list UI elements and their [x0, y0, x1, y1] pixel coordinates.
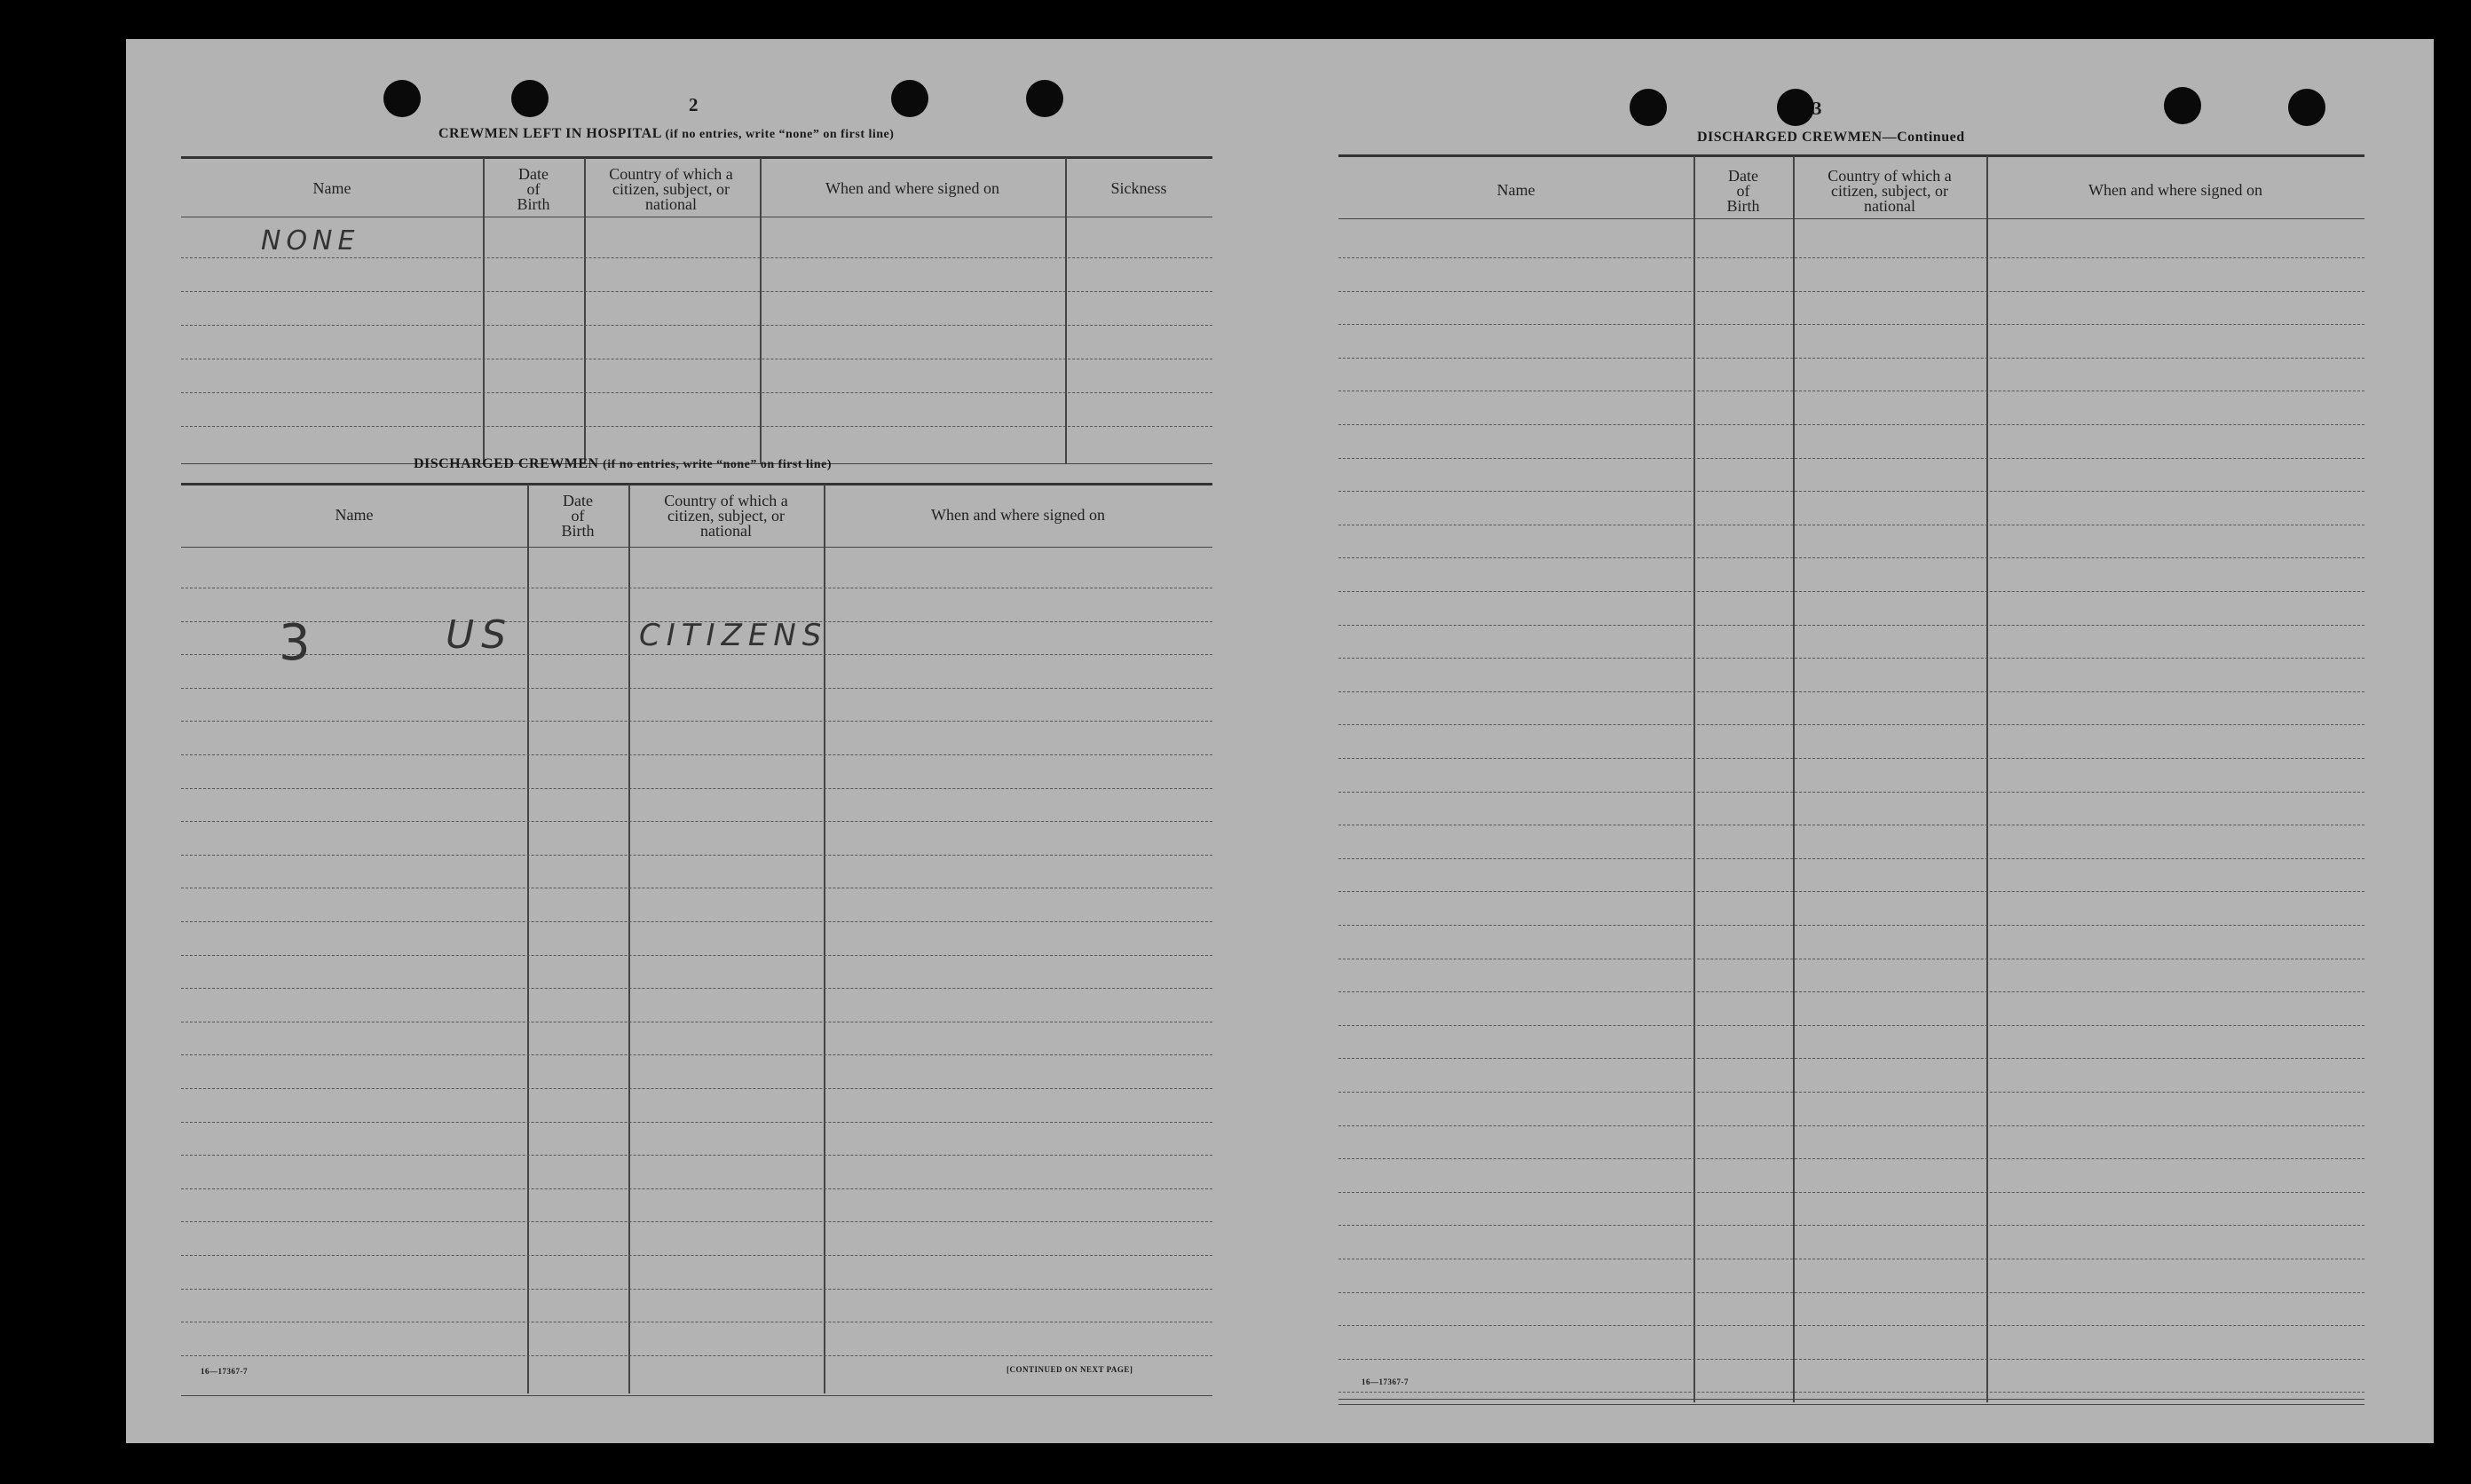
table-row-line — [181, 1088, 1212, 1089]
col-date-of-birth: Date of Birth — [1726, 167, 1760, 215]
handwritten-none: NONE — [261, 225, 360, 257]
table-row-line — [181, 1054, 1212, 1055]
header-rule — [181, 156, 1212, 159]
table-row-line — [181, 1355, 1212, 1356]
col-country: Country of which a citizen, subject, or national — [609, 165, 733, 213]
column-divider — [1693, 156, 1695, 1402]
col-signed-on: When and where signed on — [825, 179, 999, 197]
table-row-line — [181, 988, 1212, 989]
col-sickness: Sickness — [1110, 179, 1167, 197]
col-date-of-birth: Date of Birth — [517, 165, 550, 213]
table-row-line — [1338, 491, 2364, 492]
table-row-line — [181, 721, 1212, 722]
page-number: 3 — [1812, 98, 1822, 119]
section-note: (if no entries, write “none” on first line) — [603, 458, 832, 471]
table-row-line — [1338, 724, 2364, 725]
table-row-line — [1338, 1092, 2364, 1093]
punch-hole — [1777, 89, 1814, 126]
table-row-line — [1338, 925, 2364, 926]
table-row-line — [1338, 591, 2364, 592]
table-row-line — [1338, 257, 2364, 258]
table-row-line — [1338, 324, 2364, 325]
table-row-line — [181, 821, 1212, 822]
table-row-line — [181, 788, 1212, 789]
section-note: (if no entries, write “none” on first line) — [665, 128, 895, 141]
punch-hole — [511, 80, 549, 117]
table-row-line — [181, 257, 1212, 258]
col-name: Name — [312, 179, 351, 197]
table-row-line — [181, 291, 1212, 292]
table-row-line — [1338, 1158, 2364, 1159]
punch-hole — [1026, 80, 1063, 117]
punch-hole — [383, 80, 421, 117]
col-signed-on: When and where signed on — [931, 506, 1105, 524]
table-row-line — [181, 1289, 1212, 1290]
table-row-line — [181, 392, 1212, 393]
discharged-continued-title: DISCHARGED CREWMEN—Continued — [1697, 130, 1965, 145]
table-row-line — [1338, 458, 2364, 459]
form-number: 16—17367-7 — [1362, 1377, 1409, 1386]
col-signed-on: When and where signed on — [2088, 181, 2262, 199]
hospital-section-title — [438, 126, 894, 142]
column-divider — [1793, 156, 1795, 1402]
col-name: Name — [1496, 181, 1535, 199]
table-row-line — [181, 426, 1212, 427]
section-title-text: DISCHARGED CREWMEN — [414, 456, 599, 471]
col-country: Country of which a citizen, subject, or national — [664, 492, 788, 540]
table-row-line — [181, 855, 1212, 856]
table-row-line — [181, 921, 1212, 922]
table-row-line — [1338, 1292, 2364, 1293]
column-divider — [1065, 158, 1067, 463]
punch-hole — [2164, 87, 2201, 124]
table-bottom-rule — [1338, 1399, 2364, 1400]
table-row-line — [1338, 1359, 2364, 1360]
column-divider — [760, 158, 762, 463]
table-row-line — [181, 754, 1212, 755]
table-row-line — [181, 654, 1212, 655]
page-number: 2 — [689, 94, 699, 115]
table-row-line — [1338, 291, 2364, 292]
table-bottom-rule — [1338, 1404, 2364, 1405]
table-row-line — [181, 688, 1212, 689]
punch-hole — [891, 80, 928, 117]
table-bottom-rule — [181, 1395, 1212, 1396]
section-title-text: CREWMEN LEFT IN HOSPITAL — [438, 126, 662, 141]
punch-hole — [2288, 89, 2325, 126]
table-row-line — [1338, 358, 2364, 359]
left-page — [181, 39, 1218, 1443]
table-row-line — [181, 325, 1212, 326]
table-row-line — [181, 1255, 1212, 1256]
table-row-line — [1338, 1058, 2364, 1059]
table-row-line — [1338, 1325, 2364, 1326]
column-head-rule — [1338, 218, 2364, 219]
table-row-line — [1338, 424, 2364, 425]
table-row-line — [181, 1221, 1212, 1222]
table-row-line — [1338, 792, 2364, 793]
form-number: 16—17367-7 — [201, 1367, 248, 1376]
table-row-line — [1338, 658, 2364, 659]
punch-hole — [1630, 89, 1667, 126]
table-row-line — [181, 1122, 1212, 1123]
table-row-line — [181, 1155, 1212, 1156]
discharged-section-title — [414, 456, 832, 472]
column-divider — [584, 158, 586, 463]
handwritten-us: US — [446, 612, 514, 658]
column-divider — [1986, 156, 1988, 1402]
continued-note: [CONTINUED ON NEXT PAGE] — [1007, 1365, 1133, 1374]
table-row-line — [1338, 991, 2364, 992]
column-head-rule — [181, 547, 1212, 548]
table-row-line — [1338, 758, 2364, 759]
col-date-of-birth: Date of Birth — [561, 492, 595, 540]
table-row-line — [1338, 1025, 2364, 1026]
header-rule — [181, 483, 1212, 485]
right-page — [1338, 39, 2382, 1443]
table-row-line — [1338, 1125, 2364, 1126]
column-divider — [483, 158, 485, 463]
table-row-line — [1338, 625, 2364, 626]
header-rule — [1338, 154, 2364, 157]
table-row-line — [1338, 891, 2364, 892]
table-row-line — [1338, 691, 2364, 692]
col-country: Country of which a citizen, subject, or national — [1828, 167, 1952, 215]
table-row-line — [1338, 1192, 2364, 1193]
handwritten-count: 3 — [279, 614, 311, 672]
table-row-line — [181, 1188, 1212, 1189]
col-name: Name — [335, 506, 374, 524]
table-row-line — [1338, 557, 2364, 558]
table-row-line — [1338, 1225, 2364, 1226]
table-row-line — [1338, 858, 2364, 859]
handwritten-citizens: CITIZENS — [639, 618, 828, 653]
table-row-line — [181, 955, 1212, 956]
form-sheet — [126, 39, 2434, 1443]
table-row-line — [1338, 1392, 2364, 1393]
